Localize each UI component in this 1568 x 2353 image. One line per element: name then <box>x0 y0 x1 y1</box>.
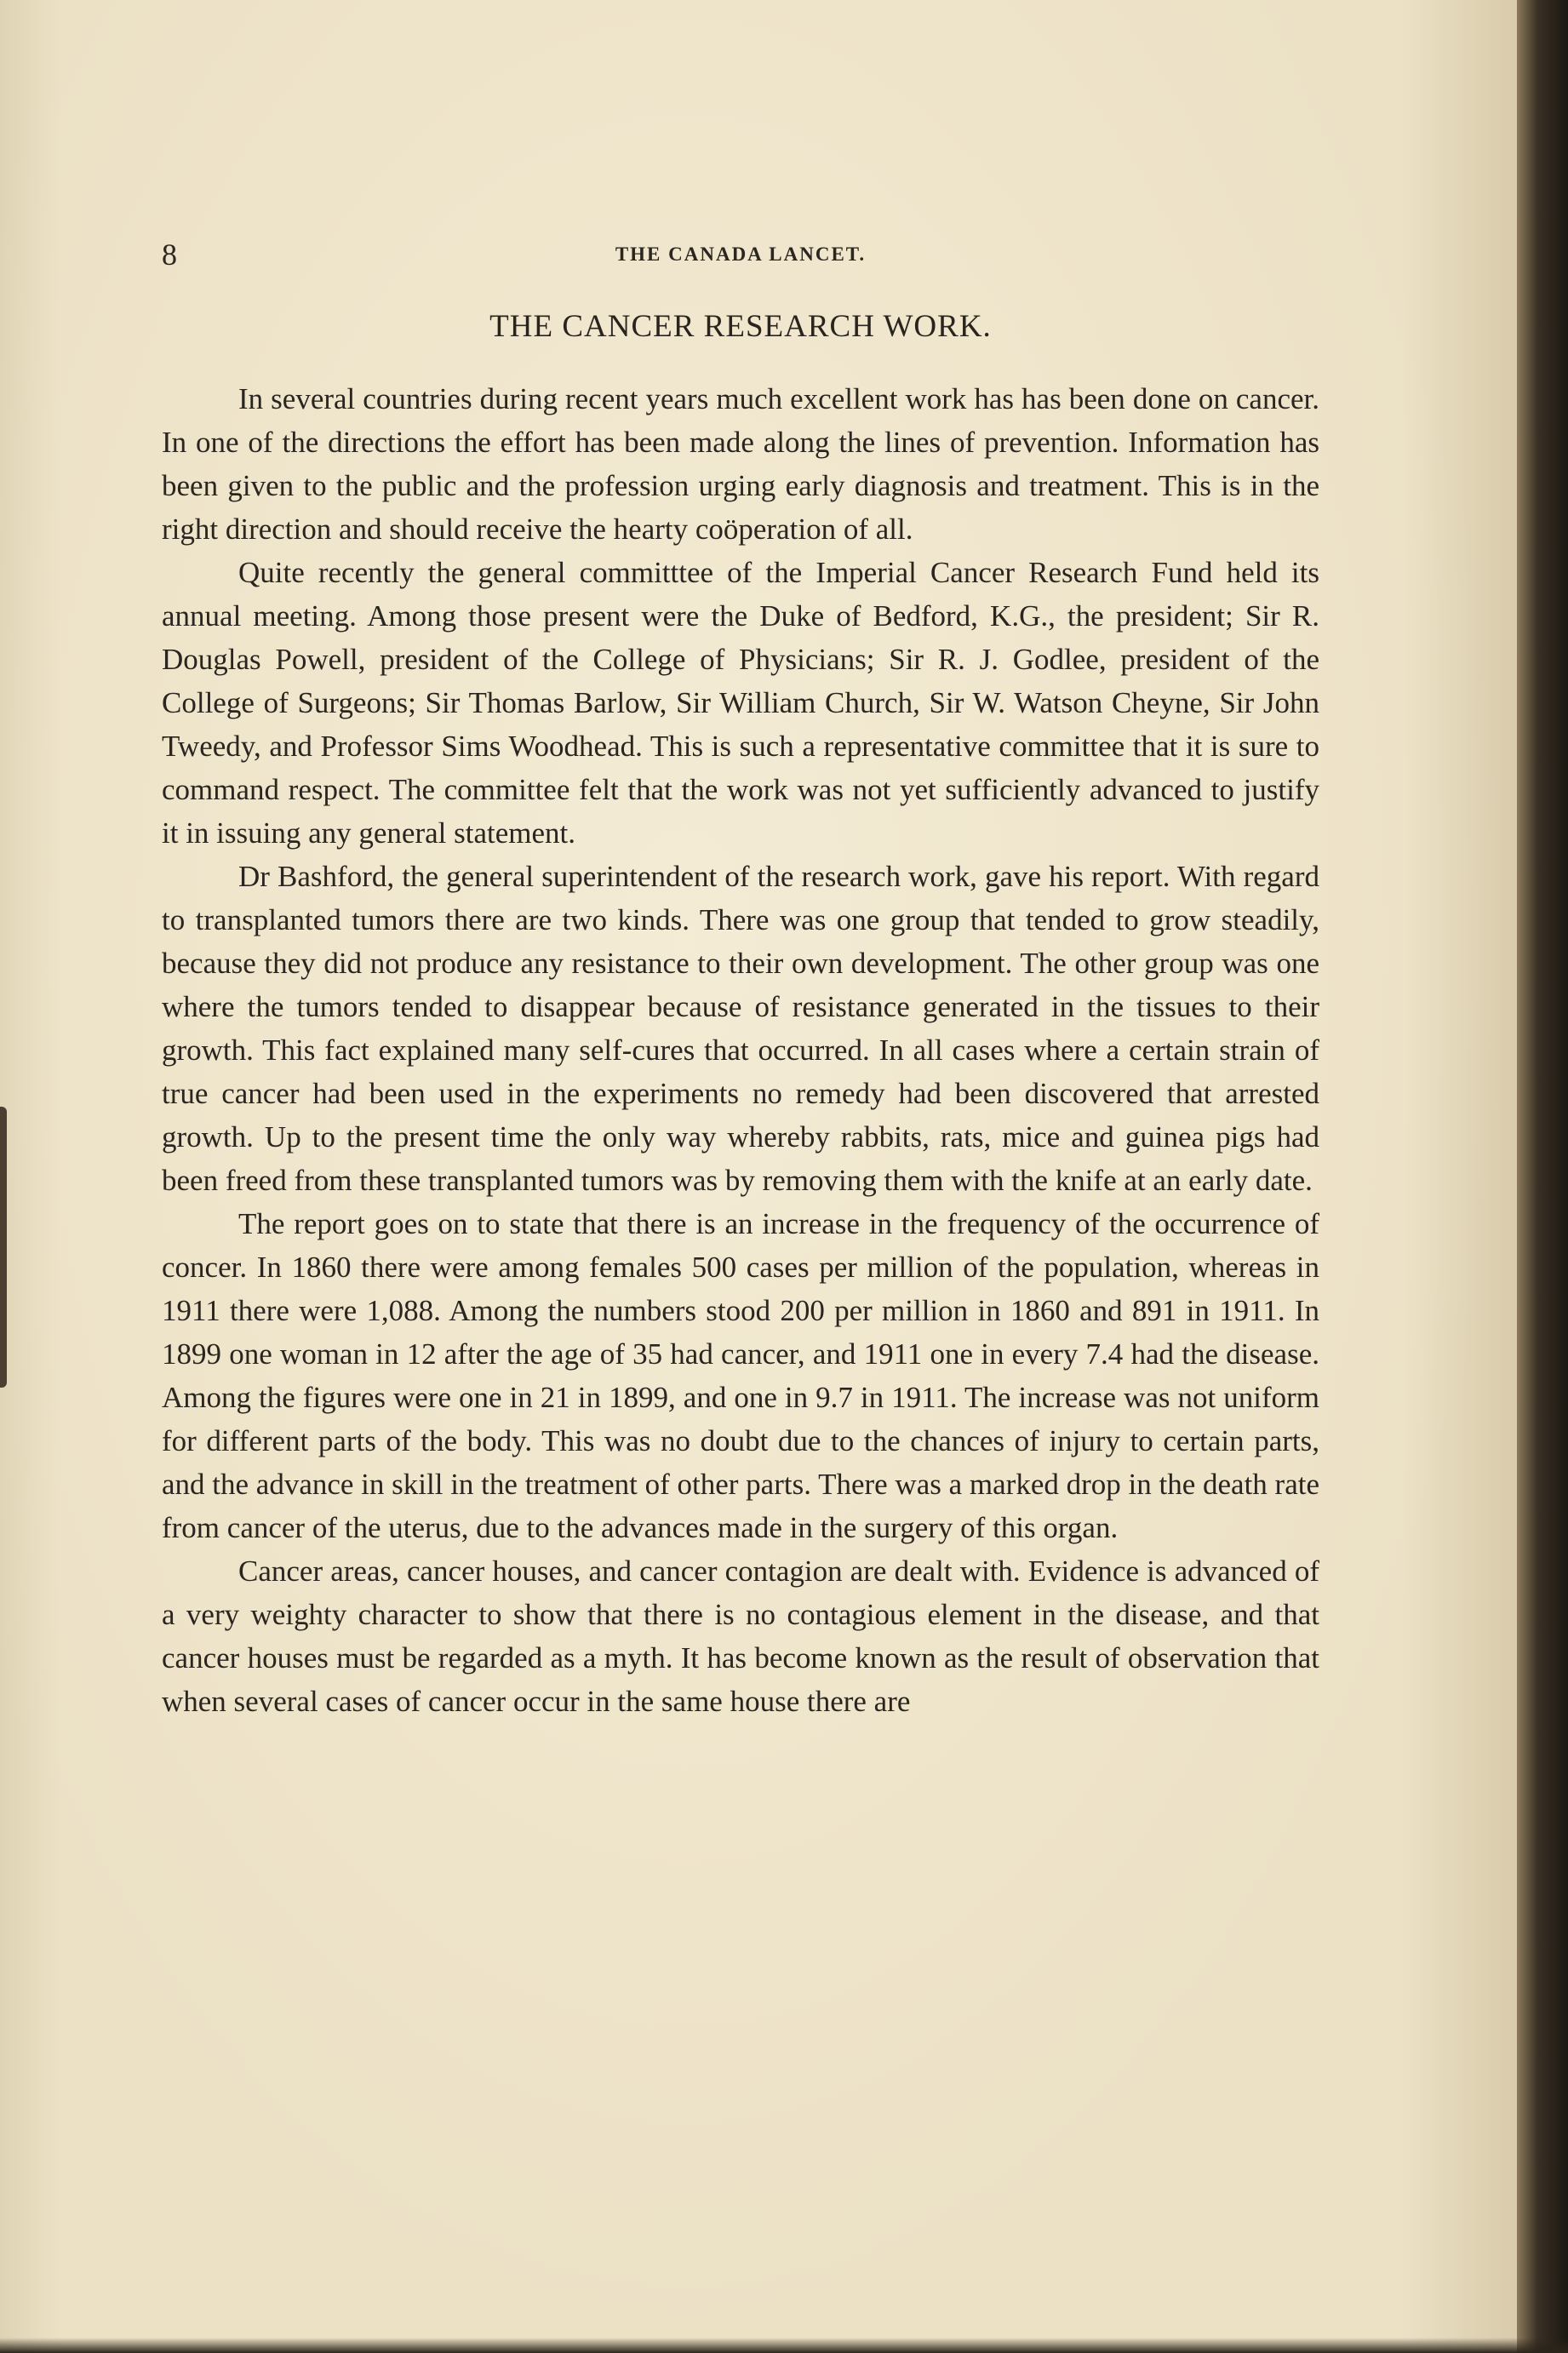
page-edge-shadow <box>0 1107 7 1388</box>
running-head: THE CANADA LANCET. <box>615 243 867 265</box>
article-body <box>162 377 1319 1723</box>
page-number: 8 <box>162 238 177 272</box>
paragraph: Dr Bashford, the general superintendent of the research work, gave his report. With regard to transplanted tumors there are two kinds. There was one group that tended to grow steadily, because they did not produce any resistance to their own development. The other group was one where the tumors tended to disappear because of resistance generated in the tissues to their growth. This fact explained many self-cures that occurred. In all cases where a certain strain of true cancer had been used in the experiments no remedy had been discovered that arrested growth. Up to the present time the only way whereby rabbits, rats, mice and guinea pigs had been freed from these transplanted tumors was by removing them with the knife at an early date. <box>162 860 1319 1197</box>
page-header <box>162 237 1319 271</box>
paragraph: Cancer areas, cancer houses, and cancer contagion are dealt with. Evidence is advanced of a very weighty character to show that there is no contagious element in the disease, and that cancer houses must be regarded as a myth. It has become known as the result of observation that when several cases of cancer occur in the same house there are <box>162 1554 1319 1718</box>
paragraph: Quite recently the general committtee of the Imperial Cancer Research Fund held its annual meeting. Among those present were the Duke of Bedford, K.G., the president; Sir R. Douglas Powell, president of the College of Physicians; Sir R. J. Godlee, president of the College of Surgeons; Sir Thomas Barlow, Sir William Church, Sir W. Watson Cheyne, Sir John Tweedy, and Professor Sims Woodhead. This is such a representative committee that it is sure to command respect. The committee felt that the work was not yet sufficiently advanced to justify it in issuing any general statement. <box>162 556 1319 850</box>
paragraph: The report goes on to state that there is an increase in the frequency of the occurrence of concer. In 1860 there were among females 500 cases per million of the population, whereas in 1911 there were 1,088. Among the numbers stood 200 per million in 1860 and 891 in 1911. In 1899 one woman in 12 after the age of 35 had cancer, and 1911 one in every 7.4 had the disease. Among the figures were one in 21 in 1899, and one in 9.7 in 1911. The increase was not uniform for different parts of the body. This was no doubt due to the chances of injury to certain parts, and the advance in skill in the treatment of other parts. There was a marked drop in the death rate from cancer of the uterus, due to the advances made in the surgery of this organ. <box>162 1207 1319 1544</box>
page-bottom-shadow <box>0 2338 1568 2353</box>
article-title: THE CANCER RESEARCH WORK. <box>489 309 992 344</box>
paragraph: In several countries during recent years much excellent work has has been done on cancer. In one of the directions the effort has been made along the lines of prevention. Information has been given to the public and the profession urging early diagnosis and treatment. This is in the right direction and should receive the hearty coöperation of all. <box>162 382 1319 546</box>
book-binding-edge <box>1517 0 1568 2353</box>
